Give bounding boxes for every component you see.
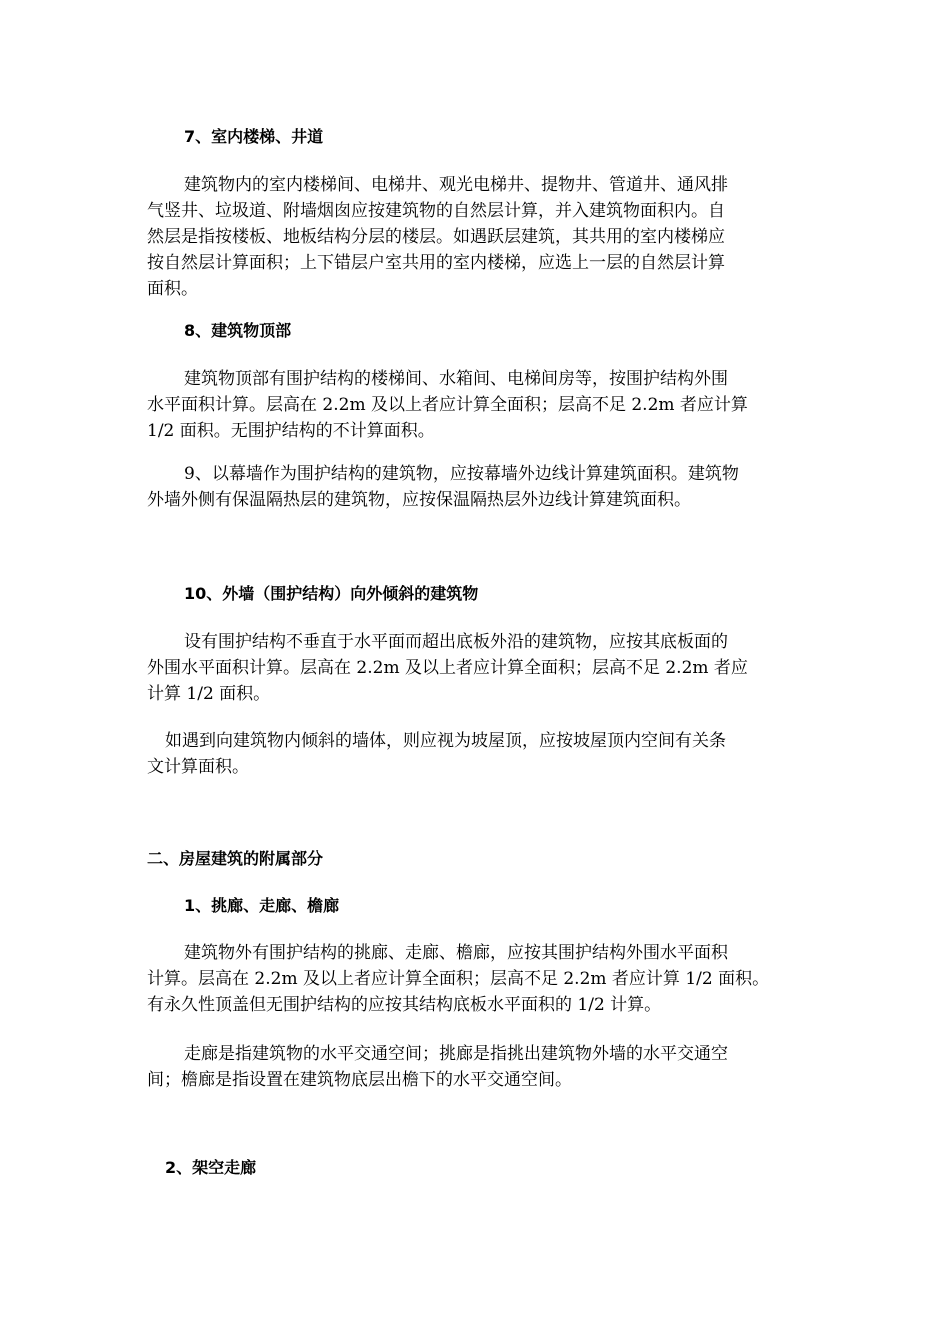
part-2-item-1-body [147, 940, 807, 1018]
text-line: 文计算面积。 [147, 757, 249, 777]
section-8-body [147, 366, 807, 444]
text-line: 建筑物外有围护结构的挑廊、走廊、檐廊，应按其围护结构外围水平面积 [184, 943, 728, 963]
text-line: 计算。层高在 2.2m 及以上者应计算全面积；层高不足 2.2m 者应计算 1/2 面积。 [147, 969, 770, 989]
text-line: 如遇到向建筑物内倾斜的墙体，则应视为坡屋顶，应按坡屋顶内空间有关条 [165, 731, 726, 751]
text-line: 设有围护结构不垂直于水平面而超出底板外沿的建筑物，应按其底板面的 [184, 632, 728, 652]
text-line: 建筑物内的室内楼梯间、电梯井、观光电梯井、提物井、管道井、通风排 [184, 175, 728, 195]
part-2-heading: 二、房屋建筑的附属部分 [147, 849, 324, 868]
section-7-heading: 7、室内楼梯、井道 [184, 127, 324, 146]
text-line: 1/2 面积。无围护结构的不计算面积。 [147, 421, 435, 441]
text-line: 按自然层计算面积；上下错层户室共用的室内楼梯，应选上一层的自然层计算 [147, 253, 725, 273]
text-line: 9、以幕墙作为围护结构的建筑物，应按幕墙外边线计算建筑面积。建筑物 [184, 464, 739, 484]
text-line: 有永久性顶盖但无围护结构的应按其结构底板水平面积的 1/2 计算。 [147, 995, 662, 1015]
part-2-item-1-heading: 1、挑廊、走廊、檐廊 [184, 896, 340, 915]
text-line: 外墙外侧有保温隔热层的建筑物，应按保温隔热层外边线计算建筑面积。 [147, 490, 691, 510]
text-line: 外围水平面积计算。层高在 2.2m 及以上者应计算全面积；层高不足 2.2m 者应 [147, 658, 748, 678]
text-line: 然层是指按楼板、地板结构分层的楼层。如遇跃层建筑，其共用的室内楼梯应 [147, 227, 725, 247]
section-10-note [147, 728, 807, 780]
text-line: 走廊是指建筑物的水平交通空间；挑廊是指挑出建筑物外墙的水平交通空 [184, 1044, 728, 1064]
text-line: 间；檐廊是指设置在建筑物底层出檐下的水平交通空间。 [147, 1070, 572, 1090]
section-9-body [147, 461, 807, 513]
text-line: 水平面积计算。层高在 2.2m 及以上者应计算全面积；层高不足 2.2m 者应计算 [147, 395, 748, 415]
part-2-item-1-definition [147, 1041, 807, 1093]
part-2-item-2-heading: 2、架空走廊 [165, 1158, 257, 1177]
section-10-heading: 10、外墙（围护结构）向外倾斜的建筑物 [184, 584, 479, 603]
text-line: 气竖井、垃圾道、附墙烟囱应按建筑物的自然层计算，并入建筑物面积内。自 [147, 201, 725, 221]
section-10-body [147, 629, 807, 707]
text-line: 建筑物顶部有围护结构的楼梯间、水箱间、电梯间房等，按围护结构外围 [184, 369, 728, 389]
section-8-heading: 8、建筑物顶部 [184, 321, 292, 340]
text-line: 计算 1/2 面积。 [147, 684, 271, 704]
section-7-body [147, 172, 807, 302]
text-line: 面积。 [147, 279, 198, 299]
